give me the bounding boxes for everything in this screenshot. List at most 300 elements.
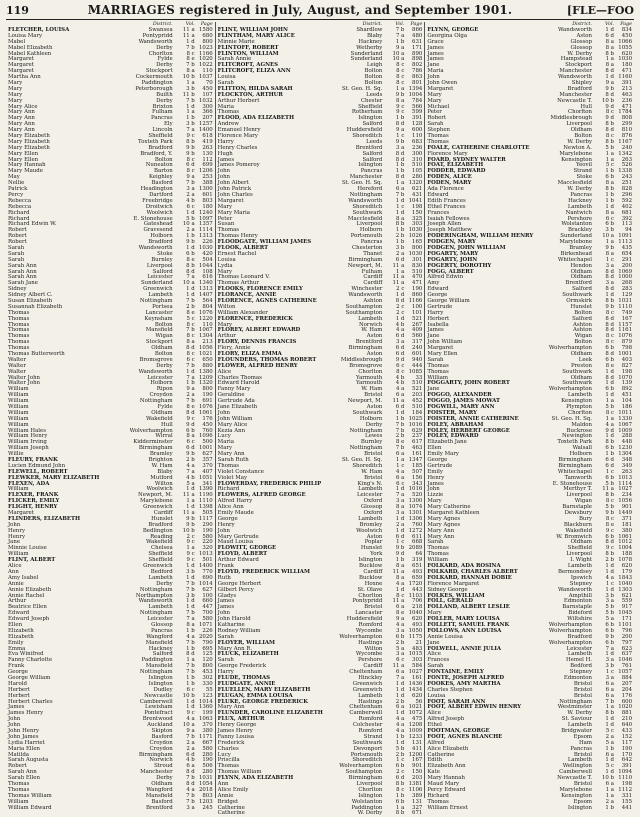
entry-page: 493 [412,568,423,575]
entry-district: Liverpool [566,492,593,499]
entry-district: St. Geo. H. Sq. [551,415,593,422]
entry-volume: 1 c [396,203,405,210]
entry-volume: 8 c [605,339,615,346]
entry-name: FODERINGHAM, WILLIAM HENRY [427,233,534,240]
entry-volume: 6 b [605,221,615,228]
entry-page: 798 [621,345,633,352]
entry-page: 880 [202,362,213,369]
entry-page: 879 [621,339,633,346]
entry-volume: 2 a [186,227,195,234]
entry-name: Ernest Rachel [217,250,257,257]
entry-volume: 9 d [395,551,405,558]
entry-volume: 1 d [605,433,615,440]
entry-page: 681 [621,209,633,216]
entry-name: Geraldine [217,392,245,399]
entry-page: 370 [202,722,213,729]
entry-volume: 7 a [395,32,405,39]
entry-volume: 8 a [605,62,615,69]
entry-volume: 1 b [395,733,405,740]
entry-name: FOLWELL, ANNIE JULIA [427,645,502,652]
entry-district: Pancras [151,627,173,634]
entry-name: Edith Frances [427,197,466,204]
entry-volume: 1 d [186,598,195,605]
entry-page: 898 [412,56,423,63]
entry-volume: 1 d [605,368,615,375]
entry-volume: 1 d [186,698,195,705]
entry-district: Chorlton [148,50,173,57]
entry-name: Wilton [217,303,236,310]
entry-name: Louisa [217,74,236,81]
entry-name: Sarah Ann [8,274,37,281]
entry-page: 1190 [198,492,213,499]
entry-name: Edward Harold [217,380,260,387]
entry-volume: 1 a [395,85,405,92]
entry-name: Maud Louisa [217,539,254,546]
entry-district: Glossop [570,44,593,51]
entry-name: Thomas Leonard V. [217,274,270,281]
entry-district: Shoreditch [352,462,383,469]
entry-page: 319 [412,557,423,564]
entry-volume: 9 b [186,239,195,246]
entry-name: Rebecca [8,203,32,210]
entry-district: Cardiff [363,280,383,287]
entry-name: Emily [8,639,24,646]
entry-district: Hampstead [560,56,593,63]
entry-district: Salford [152,268,173,275]
entry-name: John Owen [427,80,458,87]
entry-volume: 8 c [605,133,615,140]
entry-district: Paddington [141,657,173,664]
entry-district: Skipton [151,727,173,734]
entry-volume: 1 d [186,103,195,110]
entry-page: 371 [621,515,633,522]
entry-district: Greenwich [352,680,383,687]
entry-volume: 1 d [605,380,615,387]
entry-name: FOGG, ALBERT [427,268,474,275]
entry-page: 1030 [198,244,213,251]
entry-name: George [8,669,28,676]
entry-district: Greenwich [143,286,173,293]
entry-page: 1407 [198,292,213,299]
entry-page: 299 [621,121,633,128]
entry-page: 1023 [198,44,213,51]
entry-volume: 4 a [395,468,405,475]
entry-name: Mary [8,91,23,98]
entry-volume: 8 a [605,209,615,216]
entry-page: 303 [412,657,423,664]
register-column [6,22,216,811]
entry-district: Macclesfield [347,215,383,222]
entry-district: Bolton [154,156,173,163]
entry-page: 1094 [618,769,633,776]
entry-volume: 6 b [605,345,615,352]
entry-name: Walter [8,368,26,375]
entry-volume: 1 d [605,568,615,575]
entry-district: Bristol [573,692,593,699]
entry-name: FOGGO, JAMES MOWAT [427,398,501,405]
entry-district: Camberwell [139,698,173,705]
entry-page: 618 [202,133,213,140]
entry-page: 150 [412,769,423,776]
entry-volume: 8 b [605,121,615,128]
entry-district: Camberwell [349,710,383,717]
entry-volume: 9 c [186,710,195,717]
heading-district: District. [362,22,383,27]
entry-name: Robert [8,763,27,770]
entry-volume: 9 c [396,103,405,110]
entry-name: Maria Ellen [8,745,41,752]
entry-volume: 8 b [605,50,615,57]
entry-page: 800 [202,386,213,393]
entry-page: 310 [412,156,423,163]
entry-name: FOLLETT, SAMUEL FRANK [427,621,510,628]
entry-district: Newport, M. [347,262,383,269]
entry-volume: 1 d [395,209,405,216]
entry-volume: 8 c [186,168,195,175]
entry-volume: 9 d [605,103,615,110]
entry-page: 190 [202,392,213,399]
entry-name: Mary Ann [8,127,35,134]
entry-volume: 1 d [186,292,195,299]
entry-volume: 9 b [395,138,405,145]
entry-page: 1304 [618,451,633,458]
entry-page: 863 [412,74,423,81]
entry-volume: 1 d [186,368,195,375]
entry-volume: 2 b [395,433,405,440]
entry-page: 302 [202,674,213,681]
entry-volume: 7 b [186,327,195,334]
entry-district: Sheffield [148,557,173,564]
entry-page: 171 [621,616,633,623]
entry-volume: 8 a [605,180,615,187]
entry-district: Hereford [357,186,383,193]
entry-page: 620 [412,692,423,699]
entry-district: Oldham [151,781,173,787]
entry-district: Newton A. [563,144,593,151]
entry-district: Southampton [345,303,383,310]
entry-volume: 7 b [186,62,195,69]
entry-page: 391 [621,80,633,87]
entry-district: Aston [366,533,383,540]
entry-volume: 4 a [395,727,405,734]
entry-name: Thomas [427,551,449,558]
entry-page: 654 [621,250,633,257]
entry-volume: 7 b [395,27,405,33]
entry-volume: 2 c [396,286,405,293]
entry-district: Bolton [364,80,383,87]
entry-district: St. Saviour [561,716,593,723]
entry-district: Derby [156,775,173,782]
entry-name: Alice Emily [217,786,249,793]
entry-name: Richard [427,792,449,799]
entry-name: Beatrice Ellen [8,604,47,611]
entry-volume: 7 b [186,44,195,51]
entry-name: John Charles [217,191,253,198]
entry-name: Alice Ann [217,504,244,511]
entry-page: 108 [202,268,213,275]
entry-district: Strand [573,168,593,175]
entry-page: 1030 [408,227,423,234]
entry-volume: 1 b [605,191,615,198]
entry-page: 1040 [408,610,423,617]
entry-volume: 4 a [395,722,405,729]
entry-name: Thomas [8,315,30,322]
entry-page: 1580 [198,27,213,33]
entry-volume: 6 c [605,215,615,222]
entry-name: FOALE, CATHERINE CHARLOTTE [427,144,530,151]
entry-page: 1272 [408,527,423,534]
entry-page: 451 [621,392,633,399]
entry-name: John [217,168,231,175]
entry-volume: 8 c [605,333,615,340]
entry-district: Fylde [157,56,173,63]
entry-volume: 8 c [396,786,405,793]
entry-district: Manchester [559,68,593,75]
entry-district: Sunderland [350,56,383,63]
entry-page: 1313 [198,286,213,293]
entry-district: Barton [154,168,173,175]
entry-name: Margaret [8,68,34,75]
entry-name: Kezia Ann [217,427,246,434]
entry-volume: 7 b [186,639,195,646]
entry-district: Gravesend [143,227,173,234]
entry-name: Susannah Elizabeth [8,303,63,310]
entry-volume: 1 a [605,156,615,163]
entry-volume: 1 d [605,716,615,723]
entry-district: Salford [362,156,383,163]
entry-volume: 1 a [605,150,615,157]
entry-district: Romford [358,621,383,628]
entry-page: 1067 [198,327,213,334]
entry-name: Frances [427,209,450,216]
entry-name: FOGARTY, JOHN [427,256,478,263]
entry-page: 505 [202,510,213,517]
entry-name: James [427,56,444,63]
entry-name: Edward Joseph [8,616,50,623]
entry-volume: 6 a [395,186,405,193]
entry-district: Sheffield [148,133,173,140]
entry-page: 1301 [408,510,423,517]
entry-district: Toxteth Park [557,439,593,446]
entry-district: Hackney [148,645,173,652]
entry-district: Wandsworth [348,292,383,299]
entry-district: Yeovil [575,162,593,169]
entry-page: 300 [412,150,423,157]
entry-volume: 5 a [395,645,405,652]
entry-page: 580 [202,745,213,752]
entry-district: Hull [580,103,593,110]
entry-name: Sarah Ann [8,268,37,275]
entry-name: FLEXER, FRANK [8,492,59,499]
entry-name: Thomas [217,462,240,469]
entry-district: Wakefield [565,527,593,534]
entry-district: Birmingham [138,445,173,452]
entry-volume: 7 b [395,427,405,434]
entry-page: 1110 [198,498,213,505]
entry-name: FLOOK, ALBERT [217,244,269,251]
entry-district: Barnstaple [562,504,593,511]
entry-district: Wetherby [356,44,383,51]
entry-name: FLOOKS, FLORENCE EMILY [217,286,303,293]
entry-page: 1014 [198,580,213,587]
entry-page: 760 [412,521,423,528]
entry-page: 830 [412,262,423,269]
entry-page: 447 [202,604,213,611]
entry-name: Annie Rachel [8,592,45,599]
entry-district: Stockport [145,339,173,346]
entry-district: Kensington [561,156,593,163]
entry-district: Stockport [565,62,593,69]
entry-page: 1015 [408,651,423,658]
entry-page: 392 [621,215,633,222]
entry-page: 1013 [198,551,213,558]
entry-volume: 9 b [605,303,615,310]
entry-volume: 4 a [395,327,405,334]
entry-name: Walter [8,362,26,369]
entry-district: Glossop [570,38,593,45]
entry-page: 1056 [198,345,213,352]
entry-name: John Henry [8,727,40,734]
entry-district: Cheltenham [349,669,383,676]
entry-page: 161 [412,451,423,458]
entry-name: Mary Gertrude [217,533,259,540]
entry-volume: 4 b [186,197,195,204]
entry-name: Maud Mary [427,781,460,787]
entry-volume: 7 b [186,610,195,617]
entry-name: FOOT, AGNES BLANCHE [427,733,503,740]
entry-volume: 11 a [392,398,405,405]
entry-page: 317 [412,339,423,346]
entry-district: Bradford [148,144,173,151]
entry-district: Holborn [359,227,383,234]
entry-name: Louisa Mary [8,32,43,39]
entry-name: Alfred Harry [217,498,253,505]
entry-district: Kidderminster [133,439,173,446]
entry-volume: 8 d [605,327,615,334]
entry-name: Andrew [217,121,239,128]
entry-page: 203 [412,775,423,782]
entry-name: Thomas Arthur [217,280,259,287]
entry-district: Leicester [147,374,173,381]
entry-page: 179 [621,568,633,575]
entry-district: Brentford [355,339,383,346]
page-header [6,3,634,20]
entry-name: John [217,527,231,534]
entry-district: Bradford [567,85,593,92]
entry-district: Tamworth [564,474,593,481]
entry-name: FOGGO, ALEXANDER [427,392,492,399]
entry-name: Fanny Louisa [217,733,254,740]
entry-volume: 1 c [605,580,615,587]
entry-name: Mary Ann [8,115,35,122]
entry-volume: 6 a [395,451,405,458]
entry-district: Fulham [151,109,173,116]
entry-district: Newcastle [144,692,173,699]
entry-page: 640 [621,722,633,729]
entry-district: I. Wight [570,557,593,564]
entry-volume: 9 c [186,551,195,558]
entry-district: Hunslet [151,515,173,522]
entry-district: Salford [152,651,173,658]
entry-name: FLOWITT, GEORGE [217,545,277,552]
entry-page: 1784 [618,109,633,116]
entry-volume: 4 a [395,621,405,628]
entry-name: Elizabeth [8,633,34,640]
entry-name: FLOCKTON, ARTHUR [217,91,283,98]
entry-name: John Patrick [217,186,252,193]
entry-page: 1027 [618,486,633,493]
entry-district: Hunslet [360,545,383,552]
entry-volume: 1 d [605,651,615,658]
entry-name: Edward [427,191,449,198]
entry-district: Brentwood [142,716,173,723]
entry-page: 1398 [198,504,213,511]
entry-name: FOOKES, AMY MARTHA [427,680,501,687]
entry-name: Emma [8,645,26,652]
entry-volume: 8 c [605,498,615,505]
entry-page: 263 [621,156,633,163]
entry-name: Annie Louisa [427,633,463,640]
entry-volume: 3 a [605,674,615,681]
entry-name: Elizabeth [8,627,34,634]
entry-district: Epsom [573,733,593,740]
entry-name: FLORENCE, FREDERICK [217,315,293,322]
entry-page: 1110 [618,775,633,782]
entry-district: Glossop [151,621,173,628]
entry-page: 207 [202,115,213,122]
entry-district: Liverpool [566,551,593,558]
entry-volume: 6 a [605,751,615,758]
entry-district: Hastings [358,639,383,646]
entry-volume: 3 b [186,592,195,599]
entry-district: Woolwich [356,527,383,534]
entry-volume: 4 a [186,462,195,469]
entry-district: Edmonton [563,598,593,605]
entry-volume: 7 b [186,97,195,104]
entry-volume: 6 a [605,781,615,787]
entry-page: 667 [202,739,213,746]
entry-district: Bromsgrove [349,362,383,369]
entry-district: Greenwich [143,563,173,570]
entry-page: 1085 [408,368,423,375]
entry-volume: 4 a [186,786,195,793]
entry-district: Mansfield [145,663,173,670]
entry-page: 110 [202,68,213,75]
entry-volume: 1 b [605,804,615,811]
entry-district: Brackley [568,227,593,234]
entry-name: Henry [8,527,25,534]
entry-page: 203 [412,392,423,399]
entry-volume: 2 b [605,557,615,564]
entry-volume: 8 d [605,350,615,357]
entry-name: Harry [217,138,234,145]
entry-district: Leek [578,356,593,363]
entry-volume: 8 c [186,350,195,357]
heading-page: Page [410,22,423,27]
entry-page: 463 [412,445,423,452]
entry-district: Middlesbrough [340,356,383,363]
entry-district: Stepney [569,669,593,676]
entry-district: Manchester [349,174,383,181]
entry-name: Mary [8,85,23,92]
entry-volume: 8 d [186,409,195,416]
entry-district: Bradford [148,521,173,528]
entry-volume: 5 b [605,604,615,611]
entry-page: 1400 [198,127,213,134]
entry-volume: 1 d [186,244,195,251]
entry-volume: 9 c [605,527,615,534]
entry-page: 240 [412,345,423,352]
